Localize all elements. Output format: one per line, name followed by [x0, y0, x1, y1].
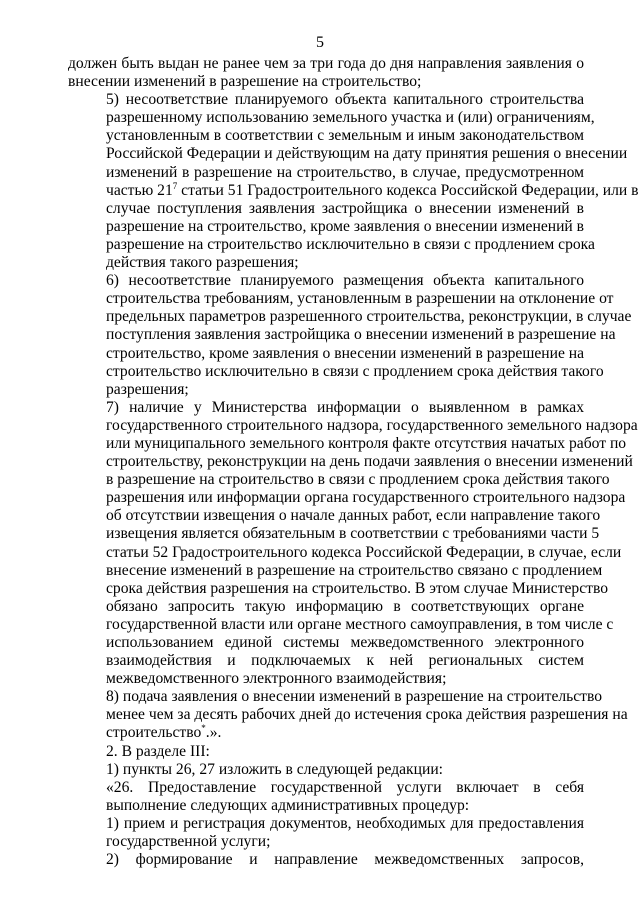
- text-line: 5) несоответствие планируемого объекта капитального строительства: [106, 91, 584, 109]
- text-fragment: статьи 51 Градостроительного кодекса Российской Федерации, или в: [177, 181, 639, 199]
- text-line: 7) наличие у Министерства информации о выявленном в рамках: [106, 398, 584, 416]
- text-fragment: частью 21: [106, 181, 173, 199]
- text-line: [68, 724, 584, 742]
- text-line: государственной услуги;: [106, 833, 271, 851]
- text-line: [68, 180, 639, 200]
- paragraph-item-5: [68, 91, 639, 272]
- text-line: извещения является обязательным в соответствии с требованиями части 5: [106, 525, 600, 543]
- text-fragment: .».: [205, 724, 222, 742]
- text-line: должен быть выдан не ранее чем за три года до дня направления заявления о: [68, 55, 584, 72]
- paragraph-item-8: [68, 688, 628, 742]
- paragraph-amendment: [68, 761, 584, 779]
- text-line: об отсутствии извещения о начале данных работ, если направление такого: [106, 507, 601, 525]
- text-line: изменений в разрешение на строительство, в случае, предусмотренном: [106, 163, 584, 181]
- paragraph-item-7: [68, 398, 638, 689]
- text-line: Российской Федерации и действующим на дату принятия решения о внесении: [106, 145, 628, 163]
- page-number: 5: [316, 34, 324, 51]
- text-line: строительству, реконструкции на день подачи заявления о внесении изменений: [106, 453, 633, 471]
- text-line: разрешение на строительство исключительно в связи с продлением срока: [106, 235, 595, 253]
- superscript: 7: [172, 180, 178, 191]
- text-line: разрешенному использованию земельного участка и (или) ограничениям,: [106, 109, 595, 127]
- text-line: разрешения или информации органа государственного строительного надзора: [106, 489, 626, 507]
- text-line: в разрешение на строительство в связи с продлением срока действия такого: [106, 471, 610, 489]
- text-line: предельных параметров разрешенного строительства, реконструкции, в случае: [106, 308, 632, 326]
- text-line: разрешения;: [106, 380, 189, 398]
- text-line: 6) несоответствие планируемого размещения объекта капитального: [106, 272, 584, 290]
- text-line: выполнение следующих административных процедур:: [106, 796, 470, 814]
- text-line: 1) прием и регистрация документов, необходимых для предоставления: [106, 814, 584, 832]
- paragraph-item-6: [68, 272, 632, 399]
- footnote-mark: *: [201, 723, 206, 734]
- text-line: обязано запросить такую информацию в соответствующих органе: [106, 597, 584, 615]
- text-line: 2) формирование и направление межведомственных запросов,: [106, 851, 584, 869]
- paragraph-item-26: [68, 779, 584, 815]
- text-line: межведомственного электронного взаимодействия;: [106, 670, 447, 688]
- text-line: государственного строительного надзора, государственного земельного надзора: [106, 416, 638, 434]
- text-fragment: строительство: [106, 724, 202, 742]
- text-line: поступления заявления застройщика о внесении изменений в разрешение на: [106, 326, 616, 344]
- text-line: разрешение на строительство, кроме заявления о внесении изменений в: [106, 217, 585, 235]
- text-line: случае поступления заявления застройщика о внесении изменений в: [106, 199, 584, 217]
- document-body: [68, 55, 639, 869]
- text-line: 1) пункты 26, 27 изложить в следующей редакции:: [106, 760, 444, 778]
- text-line: действия такого разрешения;: [106, 254, 299, 272]
- text-line: строительство, кроме заявления о внесении изменений в разрешение на: [106, 344, 585, 362]
- text-line: взаимодействия и подключаемых к ней региональных систем: [106, 652, 584, 670]
- paragraph-procedure-1: [68, 815, 584, 851]
- text-line: менее чем за десять рабочих дней до истечения срока действия разрешения на: [106, 706, 628, 724]
- text-line: государственной власти или органе местного самоуправления, в том числе с: [106, 615, 614, 633]
- text-line: установленным в соответствии с земельным и иным законодательством: [106, 127, 584, 145]
- text-line: использованием единой системы межведомственного электронного: [106, 634, 584, 651]
- text-line: или муниципального земельного контроля факте отсутствия начатых работ по: [106, 434, 627, 452]
- paragraph-continuation: [68, 55, 584, 91]
- text-line: статьи 52 Градостроительного кодекса Российской Федерации, в случае, если: [106, 543, 622, 561]
- text-line: внесении изменений в разрешение на строительство;: [68, 73, 422, 91]
- paragraph-procedure-2: [68, 851, 584, 869]
- text-line: срока действия разрешения на строительство. В этом случае Министерство: [106, 579, 609, 597]
- text-line: внесение изменений в разрешение на строительство связано с продлением: [106, 561, 603, 579]
- text-line: 8) подача заявления о внесении изменений в разрешение на строительство: [106, 688, 603, 706]
- section-heading: [68, 743, 584, 761]
- text-line: строительство исключительно в связи с продлением срока действия такого: [106, 362, 604, 380]
- text-line: строительства требованиям, установленным в разрешении на отклонение от: [106, 290, 614, 308]
- text-line: 2. В разделе III:: [106, 742, 210, 760]
- text-line: «26. Предоставление государственной услуги включает в себя: [106, 778, 584, 796]
